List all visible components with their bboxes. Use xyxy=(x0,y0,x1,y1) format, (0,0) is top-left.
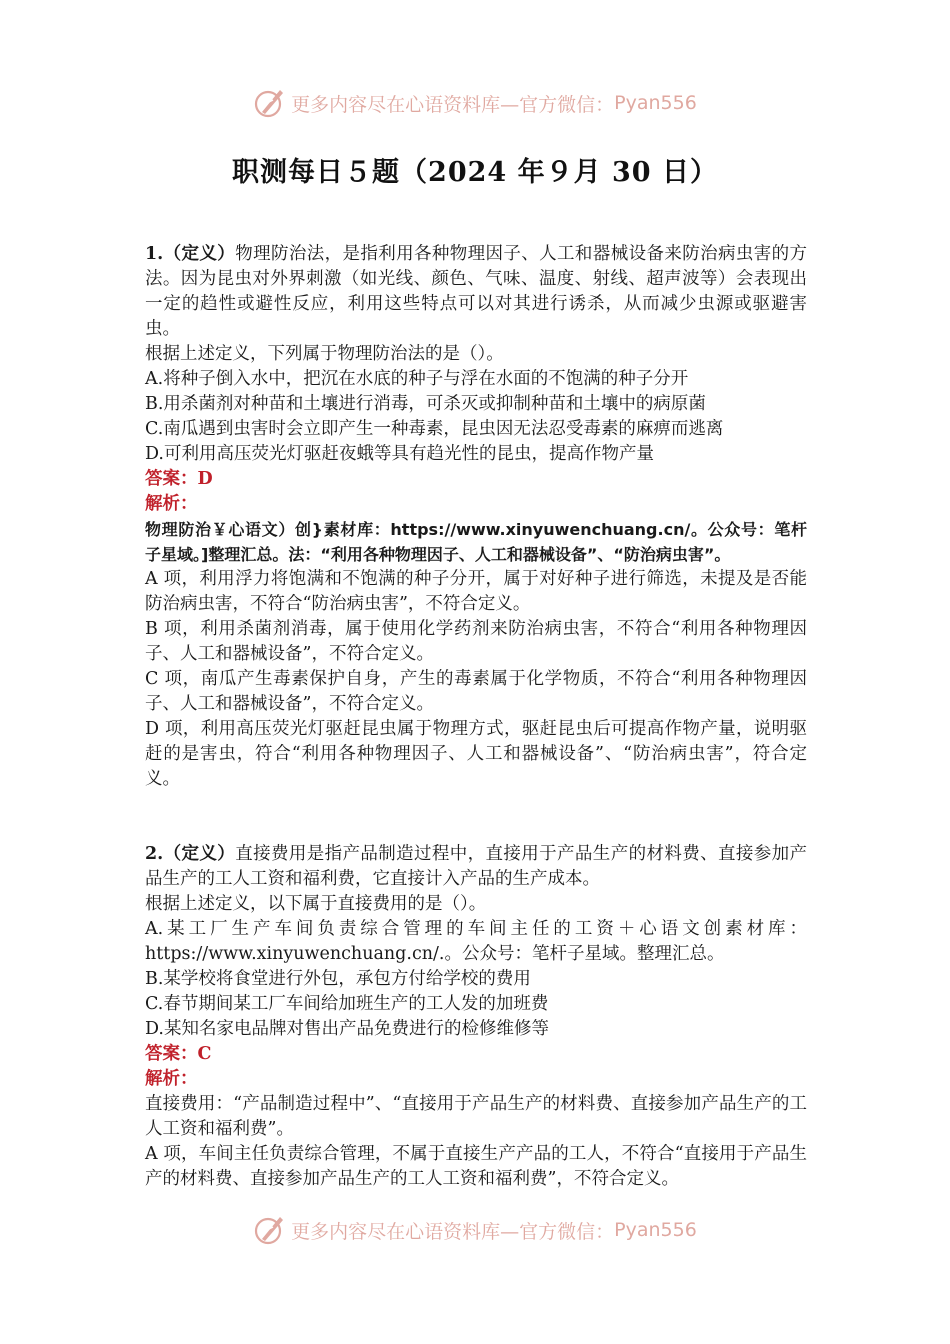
q1-option-c: C.南瓜遇到虫害时会立即产生一种毒素，昆虫因无法忍受毒素的麻痹而逃离 xyxy=(145,419,724,439)
q1-analysis-c: C 项，南瓜产生毒素保护自身，产生的毒素属于化学物质，不符合“利用各种物理因子、人工和器械设备”，不符合定义。 xyxy=(145,669,807,714)
q1-analysis-intro: 物理防治￥心语文）创}素材库：https://www.xinyuwenchuang.cn/。公众号：笔杆子星域。]整理汇总。法：“利用各种物理因子、人工和器械设备”、“防治病虫害”。 xyxy=(145,520,807,564)
q2-analysis-label: 解析： xyxy=(145,1069,198,1089)
q1-stem-text: 物理防治法，是指利用各种物理因子、人工和器械设备来防治病虫害的方法。因为昆虫对外界刺激（如光线、颜色、气味、温度、射线、超声波等）会表现出一定的趋性或避性反应，利用这些特点可以对其进行诱杀，从而减少虫源或驱避害虫。 xyxy=(145,244,807,339)
q1-analysis-d: D 项，利用高压荧光灯驱赶昆虫属于物理方式，驱赶昆虫后可提高作物产量，说明驱赶的是害虫，符合“利用各种物理因子、人工和器械设备”、“防治病虫害”，符合定义。 xyxy=(145,719,807,789)
q1-stem xyxy=(145,242,807,342)
document-body xyxy=(145,242,807,1192)
q2-option-d: D.某知名家电品牌对售出产品免费进行的检修维修等 xyxy=(145,1019,549,1039)
q1-option-d: D.可利用高压荧光灯驱赶夜蛾等具有趋光性的昆虫，提高作物产量 xyxy=(145,444,654,464)
q2-number: 2.（定义） xyxy=(145,844,236,864)
q2-answer: 答案：C xyxy=(145,1044,212,1064)
banner-wechat-id: Pyan556 xyxy=(614,92,697,114)
q2-stem-text: 直接费用是指产品制造过程中，直接用于产品生产的材料费、直接参加产品生产的工人工资和福利费，它直接计入产品的生产成本。 xyxy=(145,844,807,889)
q1-option-a: A.将种子倒入水中，把沉在水底的种子与浮在水面的不饱满的种子分开 xyxy=(145,369,689,389)
page-title: 职测每日５题（2024 年９月 30 日） xyxy=(232,157,718,188)
q2-analysis-definition: 直接费用：“产品制造过程中”、“直接用于产品生产的材料费、直接参加产品生产的工人工资和福利费”。 xyxy=(145,1094,807,1139)
banner-wechat-id: Pyan556 xyxy=(614,1219,697,1241)
q2-option-a: A.某工厂生产车间负责综合管理的车间主任的工资＋心语文创素材库：https://www.xinyuwenchuang.cn/.。公众号：笔杆子星域。整理汇总。 xyxy=(145,919,807,964)
q1-analysis-a: A 项，利用浮力将饱满和不饱满的种子分开，属于对好种子进行筛选，未提及是否能防治病虫害，不符合“防治病虫害”，不符合定义。 xyxy=(145,569,807,614)
footer-watermark-banner xyxy=(0,1210,950,1250)
q2-option-c: C.春节期间某工厂车间给加班生产的工人发的加班费 xyxy=(145,994,549,1014)
header-watermark-banner xyxy=(0,83,950,123)
q1-question: 根据上述定义，下列属于物理防治法的是（）。 xyxy=(145,344,504,364)
question-spacer xyxy=(145,792,807,842)
q1-answer: 答案：D xyxy=(145,469,213,489)
q2-stem xyxy=(145,842,807,892)
q1-analysis-b: B 项，利用杀菌剂消毒，属于使用化学药剂来防治病虫害，不符合“利用各种物理因子、人工和器械设备”，不符合定义。 xyxy=(145,619,807,664)
q1-option-b: B.用杀菌剂对种苗和土壤进行消毒，可杀灭或抑制种苗和土壤中的病原菌 xyxy=(145,394,706,414)
quill-logo-icon xyxy=(253,86,287,120)
banner-text: 更多内容尽在心语资料库—官方微信： xyxy=(291,93,615,116)
q1-analysis-label: 解析： xyxy=(145,494,198,514)
q1-number: 1.（定义） xyxy=(145,244,236,264)
q2-analysis-a: A 项，车间主任负责综合管理，不属于直接生产产品的工人，不符合“直接用于产品生产的材料费、直接参加产品生产的工人工资和福利费”，不符合定义。 xyxy=(145,1144,807,1189)
quill-logo-icon xyxy=(253,1213,287,1247)
q2-option-b: B.某学校将食堂进行外包，承包方付给学校的费用 xyxy=(145,969,531,989)
banner-text: 更多内容尽在心语资料库—官方微信： xyxy=(291,1220,615,1243)
q2-question: 根据上述定义，以下属于直接费用的是（）。 xyxy=(145,894,487,914)
